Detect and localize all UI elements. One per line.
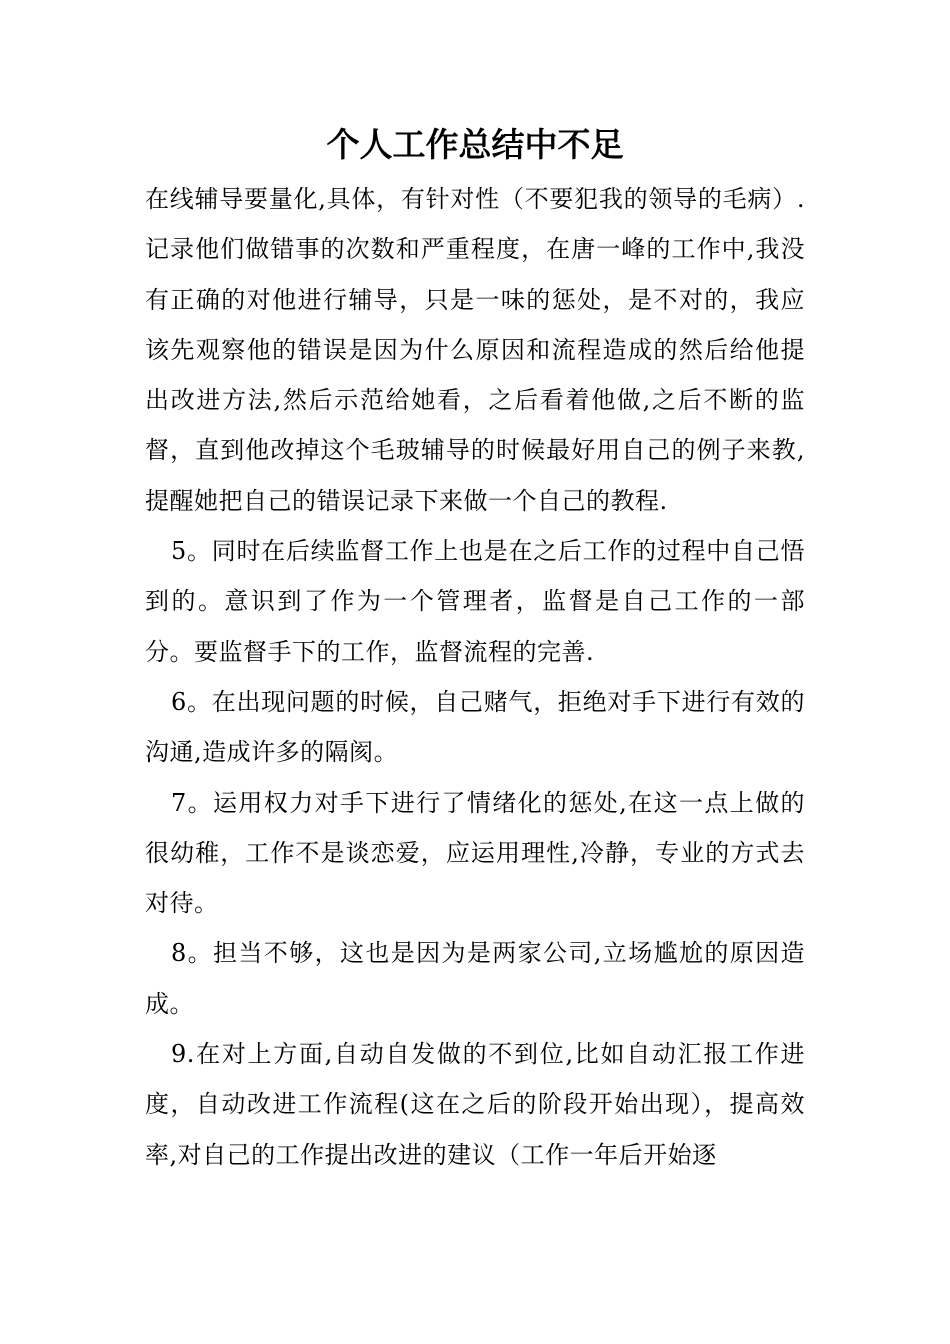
paragraph-item-6: 6。在出现问题的时候，自己赌气，拒绝对手下进行有效的沟通,造成许多的隔阂。 [145,687,805,767]
paragraph-intro: 在线辅导要量化,具体，有针对性（不要犯我的领导的毛病）.记录他们做错事的次数和严重程度，在唐一峰的工作中,我没有正确的对他进行辅导，只是一味的惩处，是不对的，我应该先观察他的错误是因为什么原因和流程造成的然后给他提出改进方法,然后示范给她看，之后看着他做,之后不断的监督，直到他改掉这个毛玻辅导的时候最好用自己的例子来教,提醒她把自己的错误记录下来做一个自己的教程. [145,185,805,515]
paragraph-item-9: 9.在对上方面,自动自发做的不到位,比如自动汇报工作进度，自动改进工作流程(这在之后的阶段开始出现），提高效率,对自己的工作提出改进的建议（工作一年后开始逐 [145,1040,805,1169]
paragraph-item-5: 5。同时在后续监督工作上也是在之后工作的过程中自己悟到的。意识到了作为一个管理者，监督是自己工作的一部分。要监督手下的工作，监督流程的完善. [145,537,805,666]
document-body [145,174,805,1180]
paragraph-item-7: 7。运用权力对手下进行了情绪化的惩处,在这一点上做的很幼稚，工作不是谈恋爱，应运用理性,冷静，专业的方式去对待。 [145,788,805,918]
document-title: 个人工作总结中不足 [326,125,624,164]
paragraph-item-8: 8。担当不够，这也是因为是两家公司,立场尴尬的原因造成。 [145,939,805,1018]
